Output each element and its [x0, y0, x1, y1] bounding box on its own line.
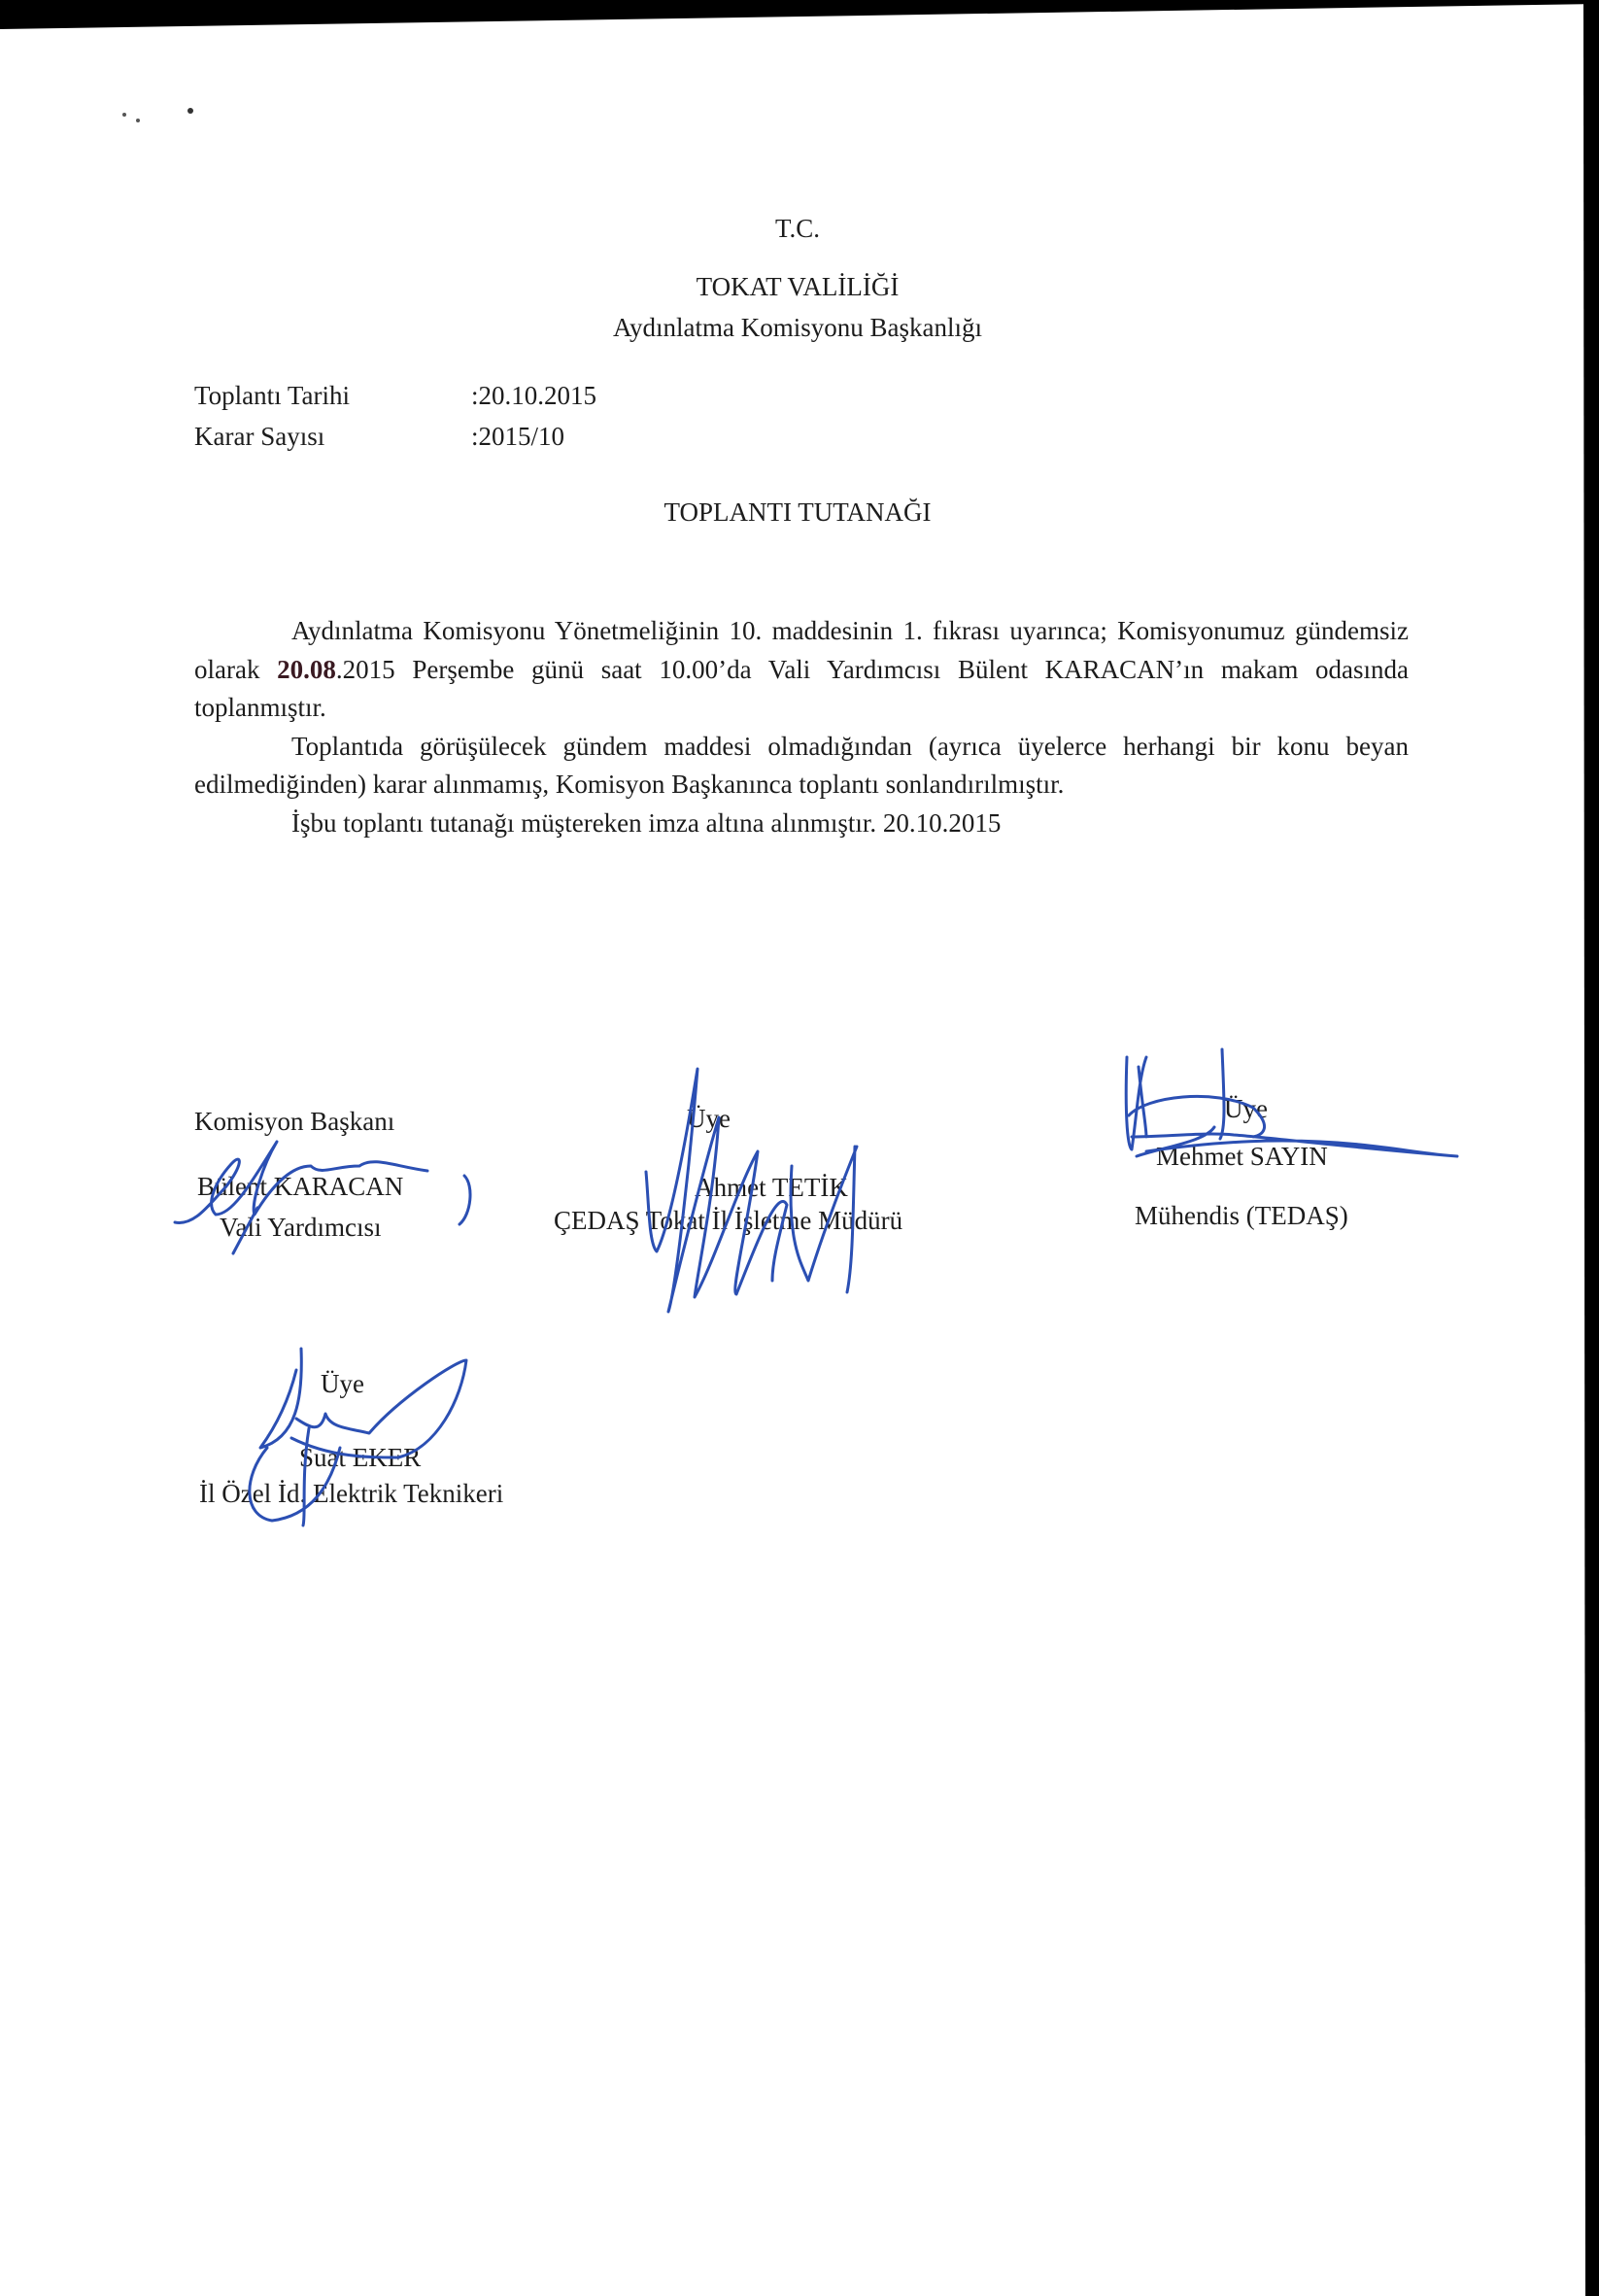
header-commission: Aydınlatma Komisyonu Başkanlığı	[613, 313, 982, 342]
paragraph-1	[194, 612, 1409, 728]
document-body	[194, 612, 1409, 842]
signatory-2-name: Ahmet TETİK	[695, 1173, 848, 1202]
document-title: TOPLANTI TUTANAĞI	[663, 497, 932, 527]
signature-sayin	[1126, 1049, 1457, 1156]
header-governorship: TOKAT VALİLİĞİ	[696, 272, 900, 301]
signatory-1-role: Komisyon Başkanı	[194, 1107, 395, 1136]
decision-number-value: :2015/10	[471, 422, 565, 451]
corrected-date: 20.08	[277, 654, 336, 684]
scan-speck	[122, 113, 126, 117]
paragraph-1-text-end: .2015 Perşembe günü saat 10.00’da Vali Yardımcısı Bülent KARACAN’ın makam odasında toplanmıştır.	[194, 654, 1409, 722]
decision-number-label: Karar Sayısı	[194, 422, 325, 451]
scan-speck	[187, 108, 193, 114]
signatory-3-name: Mehmet SAYIN	[1156, 1142, 1328, 1171]
scan-edge-top	[0, 0, 1599, 29]
signatory-3-title: Mühendis (TEDAŞ)	[1135, 1201, 1348, 1230]
signatory-1-name: Bülent KARACAN	[197, 1172, 404, 1201]
signatory-2-title: ÇEDAŞ Tokat İl İşletme Müdürü	[554, 1206, 903, 1235]
meeting-date-label: Toplantı Tarihi	[194, 381, 350, 410]
scan-edge-right	[1583, 0, 1599, 2296]
signatory-4-name: Suat EKER	[299, 1443, 422, 1472]
header-tc: T.C.	[775, 214, 820, 243]
meeting-date-value: :20.10.2015	[471, 381, 597, 410]
paragraph-3: İşbu toplantı tutanağı müştereken imza altına alınmıştır. 20.10.2015	[291, 807, 1002, 838]
scan-speck	[136, 119, 140, 122]
signatory-4-role: Üye	[321, 1369, 364, 1398]
signatory-4-title: İl Özel İd. Elektrik Teknikeri	[199, 1479, 504, 1508]
signatory-1-title: Vali Yardımcısı	[220, 1213, 382, 1242]
signatory-3-role: Üye	[1224, 1094, 1268, 1123]
paragraph-2: Toplantıda görüşülecek gündem maddesi olmadığından (ayrıca üyelerce herhangi bir konu beyan edilmediğinden) karar alınmamış, Komisyon Başkanınca toplantı sonlandırılmıştır.	[194, 731, 1409, 799]
signatory-2-role: Üye	[687, 1104, 731, 1133]
paragraph-1-text: Aydınlatma Komisyonu Yönetmeliğinin 10. maddesinin 1. fıkrası uyarınca; Komisyonumuz gündemsiz olarak	[194, 616, 1409, 684]
